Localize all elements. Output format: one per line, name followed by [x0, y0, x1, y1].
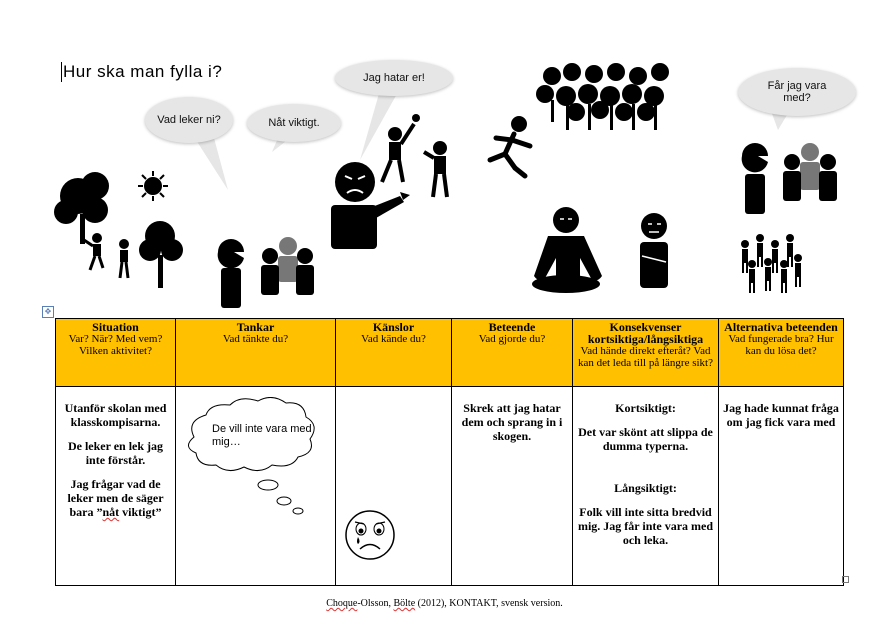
cell-beteende[interactable]: [452, 387, 573, 586]
table-resize-handle[interactable]: [842, 576, 849, 583]
speech-bubble-text: Får jag vara med?: [767, 80, 827, 104]
alternative-text: Jag hade kunnat fråga om jag fick vara med: [723, 401, 839, 429]
header-situation: Situation Var? När? Med vem? Vilken aktivitet?: [56, 319, 176, 387]
crowd-icon: [741, 234, 802, 293]
speech-bubble: [335, 60, 453, 96]
person-asking-icon: [742, 143, 768, 214]
tree-icon: [54, 172, 109, 244]
illustration: [0, 0, 889, 310]
speech-bubble-text: Nåt viktigt.: [268, 117, 320, 129]
cell-tankar[interactable]: [176, 387, 336, 586]
thought-cloud-icon: [176, 397, 336, 517]
tree-icon: [139, 221, 183, 288]
forest-icon: [536, 63, 669, 130]
angry-person-icon: [331, 162, 410, 249]
header-beteende: Beteende Vad gjorde du?: [452, 319, 573, 387]
sulking-person-icon: [640, 213, 668, 288]
cell-konsekvenser[interactable]: [573, 387, 719, 586]
bubble-tail-1: [196, 138, 228, 190]
short-term-text: Det var skönt att slippa de dumma typerna.: [578, 425, 713, 453]
sad-face-icon: [342, 505, 402, 565]
table-row: [56, 387, 844, 586]
cell-kanslor[interactable]: [336, 387, 452, 586]
table-header-row: [56, 319, 844, 387]
child-figure-icon: [119, 239, 129, 278]
meditating-person-icon: [532, 207, 602, 293]
behavior-analysis-table: [55, 318, 844, 586]
situation-text-3: Jag frågar vad de leker men de säger bara ”nåt viktigt”: [67, 477, 164, 519]
sun-icon: [138, 171, 168, 201]
speech-bubble-text: Vad leker ni?: [157, 114, 221, 126]
citation-footer: Choque-Olsson, Bölte (2012), KONTAKT, svensk version.: [326, 598, 563, 609]
running-person-icon: [490, 116, 530, 176]
child-figure-icon: [84, 233, 103, 270]
cell-alternativa[interactable]: [719, 387, 844, 586]
speech-bubble-text: Jag hatar er!: [363, 72, 425, 84]
short-term-label: Kortsiktigt:: [615, 401, 676, 415]
page-title: Hur ska man fylla i?: [63, 62, 223, 81]
speech-bubble: [738, 68, 856, 116]
table-move-handle-icon[interactable]: ✥: [42, 306, 54, 318]
group-icon: [261, 237, 314, 295]
speech-bubble: [145, 97, 233, 143]
situation-text-1: Utanför skolan med klasskompisarna.: [64, 401, 167, 429]
person-talking-icon: [218, 239, 244, 308]
behavior-text: Skrek att jag hatar dem och sprang in i skogen.: [461, 401, 563, 443]
cell-situation[interactable]: [56, 387, 176, 586]
group-icon: [783, 143, 837, 201]
long-term-label: Långsiktigt:: [614, 481, 677, 495]
situation-text-2: De leker en lek jag inte förstår.: [67, 439, 164, 467]
thought-text: De vill inte vara med mig…: [212, 423, 312, 448]
speech-bubble: [247, 104, 341, 142]
long-term-text: Folk vill inte sitta bredvid mig. Jag får inte vara med och leka.: [577, 505, 714, 547]
header-alternativa: Alternativa beteenden Vad fungerade bra? Hur kan du lösa det?: [719, 319, 844, 387]
header-konsekvenser: Konsekvenser kortsiktiga/långsiktiga Vad hände direkt efteråt? Vad kan det leda till på längre sikt?: [573, 319, 719, 387]
header-kanslor: Känslor Vad kände du?: [336, 319, 452, 387]
header-tankar: Tankar Vad tänkte du?: [176, 319, 336, 387]
children-playing-icon: [382, 114, 447, 197]
